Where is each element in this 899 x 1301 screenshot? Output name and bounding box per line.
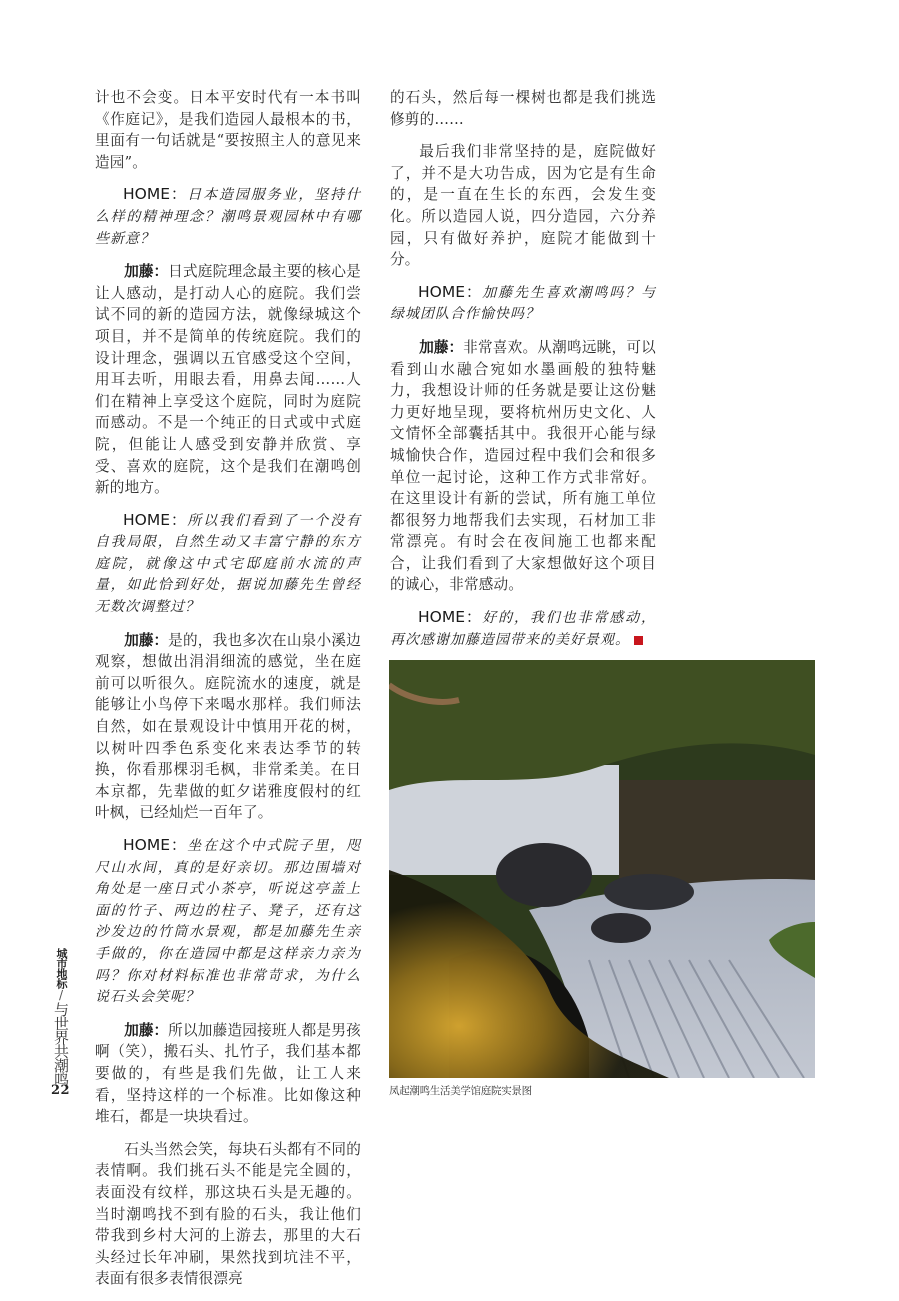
question-text: 所以我们看到了一个没有自我局限，自然生动又丰富宁静的东方庭院，就像这中式宅邸庭前水流的声量，如此恰到好处，据说加藤先生曾经无数次调整过？	[95, 512, 362, 616]
right-column	[390, 87, 656, 662]
question-paragraph	[95, 184, 361, 250]
rock-large	[496, 843, 592, 907]
answer-text: 日式庭院理念最主要的核心是让人感动，是打动人心的庭院。我们尝试不同的新的造园方法，就像绿城这个项目，并不是简单的传统庭院。我们的设计理念，强调以五官感受这个空间，用耳去听，用眼去看，用鼻去闻……人们在精神上享受这个庭院，同时为庭院而感动。不是一个纯正的日式或中式庭院，但能让人感受到安静并欣赏、享受、喜欢的庭院，这个是我们在潮鸣创新的地方。	[95, 263, 361, 497]
section-separator: /	[54, 988, 68, 1002]
garden-photo-illustration	[389, 660, 815, 1078]
speaker-home: HOME：	[418, 282, 483, 301]
answer-paragraph	[390, 337, 656, 596]
rock-small	[591, 913, 651, 943]
question-text: 日本造园服务业，坚持什么样的精神理念？潮鸣景观园林中有哪些新意？	[95, 187, 362, 247]
answer-paragraph	[95, 1020, 361, 1128]
question-paragraph	[95, 510, 361, 619]
speaker-kato: 加藤：	[124, 263, 169, 281]
speaker-home: HOME：	[123, 510, 188, 529]
question-paragraph	[95, 835, 361, 1009]
photo-caption: 凤起潮鸣生活美学馆庭院实景图	[389, 1085, 532, 1097]
speaker-kato: 加藤：	[124, 1021, 169, 1039]
answer-text: 所以加藤造园接班人都是男孩啊（笑），搬石头、扎竹子，我们基本都要做的，有些是我们先做，让工人来看，坚持这样的一个标准。比如像这种堆石，都是一块块看过。	[95, 1021, 361, 1126]
paragraph: 的石头，然后每一棵树也都是我们挑选修剪的……	[390, 89, 656, 128]
answer-paragraph	[95, 630, 361, 824]
answer-text: 非常喜欢。从潮鸣远眺，可以看到山水融合宛如水墨画般的独特魅力，我想设计师的任务就是要让这份魅力更好地呈现，要将杭州历史文化、人文情怀全部囊括其中。我很开心能与绿城愉快合作，造园过程中我们会和很多单位一起讨论，这种工作方式非常好。在这里设计有新的尝试，所有施工单位都很努力地帮我们去实现，石材加工非常漂亮。有时会在夜间施工也都来配合，让我们看到了大家想做好这个项目的诚心，非常感动。	[390, 338, 656, 594]
rock-flat	[604, 874, 694, 910]
speaker-home: HOME：	[123, 836, 188, 854]
question-text: 好的，我们也非常感动，再次感谢加藤造园带来的美好景观。	[390, 610, 657, 648]
article-end-mark	[634, 636, 643, 645]
paragraph: 石头当然会笑，每块石头都有不同的表情啊。我们挑石头不能是完全圆的，表面没有纹样，那这块石头是无趣的。当时潮鸣找不到有脸的石头，我让他们带我到乡村大河的上游去，那里的大石头经过长年冲刷，果然找到坑洼不平，表面有很多表情很漂亮	[95, 1140, 361, 1288]
section-title: 与世界共潮鸣	[52, 1002, 70, 1086]
question-paragraph	[390, 282, 656, 326]
paragraph: 计也不会变。日本平安时代有一本书叫《作庭记》，是我们造园人最根本的书，里面有一句话就是“要按照主人的意见来造园”。	[95, 89, 361, 171]
left-column	[95, 87, 361, 1301]
garden-photo	[389, 660, 815, 1078]
speaker-home: HOME：	[418, 608, 483, 627]
question-paragraph	[390, 607, 656, 651]
question-text: 坐在这个中式院子里，咫尺山水间，真的是好亲切。那边围墙对角处是一座日式小茶亭，听说这亭盖上面的竹子、两边的柱子、凳子，还有这沙发边的竹筒水景观，都是加藤先生亲手做的，你在造园中都是这样亲力亲为吗？你对材料标准也非常苛求，为什么说石头会笑呢？	[95, 838, 362, 1006]
speaker-kato: 加藤：	[124, 631, 169, 649]
answer-paragraph	[95, 261, 361, 499]
page-number: 22	[51, 1083, 71, 1098]
building	[619, 780, 815, 890]
section-name: 城市地标	[55, 948, 68, 988]
answer-text: 是的，我也多次在山泉小溪边观察，想做出涓涓细流的感觉，坐在庭前可以听很久。庭院流水的速度，就是能够让小鸟停下来喝水那样。我们师法自然，如在景观设计中慎用开花的树，以树叶四季色系变化来表达季节的转换，你看那棵羽毛枫，非常柔美。在日本京都，先辈做的虹夕诺雅度假村的红叶枫，已经灿烂一百年了。	[95, 631, 361, 822]
paragraph: 最后我们非常坚持的是，庭院做好了，并不是大功告成，因为它是有生命的，是一直在生长的东西，会发生变化。所以造园人说，四分造园，六分养园，只有做好养护，庭院才能做到十分。	[390, 143, 656, 269]
question-text: 加藤先生喜欢潮鸣吗？与绿城团队合作愉快吗？	[390, 284, 657, 323]
section-side-label	[50, 948, 72, 1086]
speaker-home: HOME：	[123, 185, 188, 204]
speaker-kato: 加藤：	[419, 338, 464, 356]
